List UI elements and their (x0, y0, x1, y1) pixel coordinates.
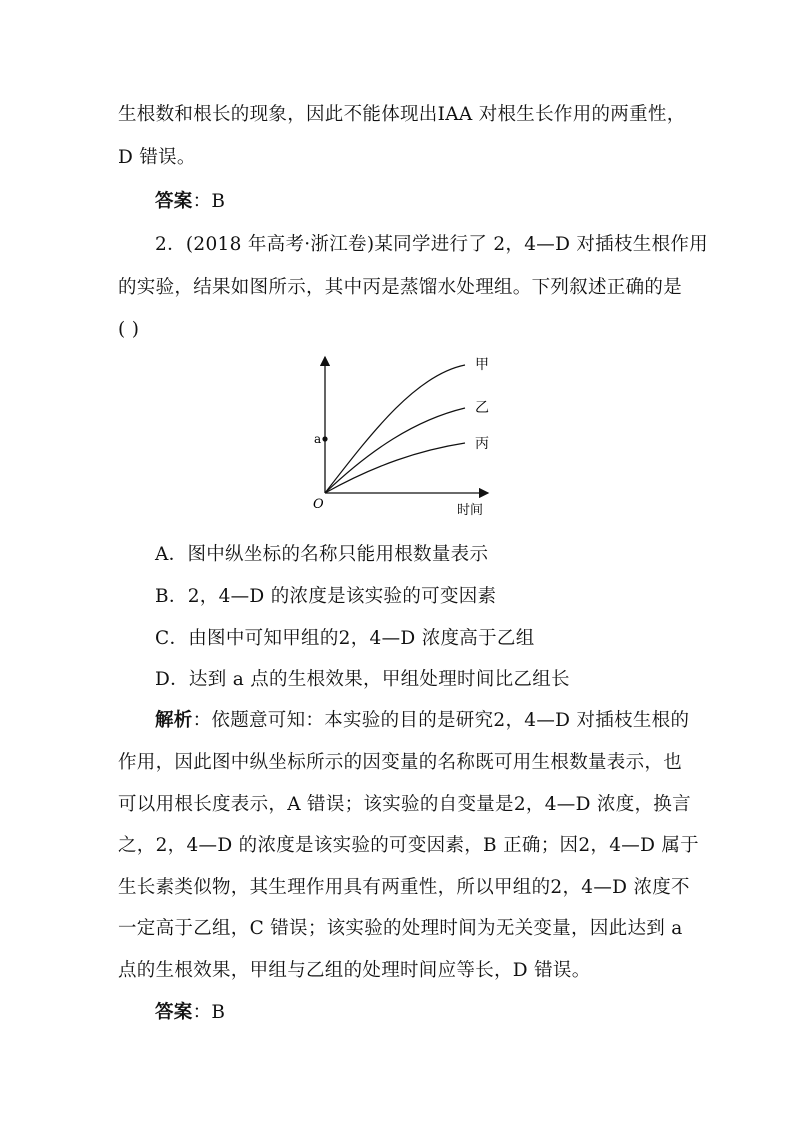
analysis-line-1 (155, 709, 689, 733)
analysis-line-4: 之，2，4—D 的浓度是该实验的可变因素，B 正确；因2，4—D 属于 (118, 835, 699, 856)
analysis-line-3: 可以用根长度表示，A 错误；该实验的自变量是2，4—D 浓度，换言 (118, 794, 691, 815)
analysis-line-6: 一定高于乙组，C 错误；该实验的处理时间为无关变量，因此达到 a (118, 918, 683, 939)
option-a: A．图中纵坐标的名称只能用根数量表示 (155, 544, 489, 565)
answer-2-value: ：B (192, 1002, 226, 1023)
answer-1 (155, 190, 225, 214)
option-b: B．2，4—D 的浓度是该实验的可变因素 (155, 586, 497, 607)
analysis-line-2: 作用，因此图中纵坐标所示的因变量的名称既可用生根数量表示，也 (118, 752, 683, 773)
analysis-line-7: 点的生根效果，甲组与乙组的处理时间应等长，D 错误。 (118, 960, 591, 981)
question-line-2: 的实验，结果如图所示，其中丙是蒸馏水处理组。下列叙述正确的是 (118, 277, 683, 298)
analysis-line-5: 生长素类似物，其生理作用具有两重性，所以甲组的2，4—D 浓度不 (118, 877, 690, 898)
option-d: D．达到 a 点的生根效果，甲组处理时间比乙组长 (155, 669, 570, 690)
answer-1-label: 答案 (155, 191, 193, 212)
curve-label-bing: 丙 (475, 436, 489, 452)
x-axis-label: 时间 (457, 503, 484, 518)
point-a-label: a (314, 432, 322, 446)
curve-bing (325, 443, 465, 493)
analysis-line-1-text: ：依题意可知：本实验的目的是研究2，4—D 对插枝生根的 (192, 710, 690, 731)
answer-2 (155, 1001, 225, 1025)
analysis-label: 解析 (155, 710, 193, 731)
curve-label-jia: 甲 (475, 357, 489, 373)
question-line-3: ( ) (118, 319, 140, 340)
origin-label: O (313, 497, 324, 512)
answer-1-value: ：B (192, 191, 226, 212)
answer-2-label: 答案 (155, 1002, 193, 1023)
point-a-marker (322, 436, 327, 441)
curve-yi (325, 408, 465, 493)
question-line-1: 2．(2018 年高考·浙江卷)某同学进行了 2，4—D 对插枝生根作用 (155, 234, 708, 255)
option-c: C．由图中可知甲组的2，4—D 浓度高于乙组 (155, 628, 535, 649)
intro-line-1: 生根数和根长的现象，因此不能体现出IAA 对根生长作用的两重性， (118, 104, 686, 125)
intro-line-2: D 错误。 (118, 147, 196, 168)
curve-label-yi: 乙 (475, 400, 489, 416)
growth-curves-figure (300, 345, 500, 520)
